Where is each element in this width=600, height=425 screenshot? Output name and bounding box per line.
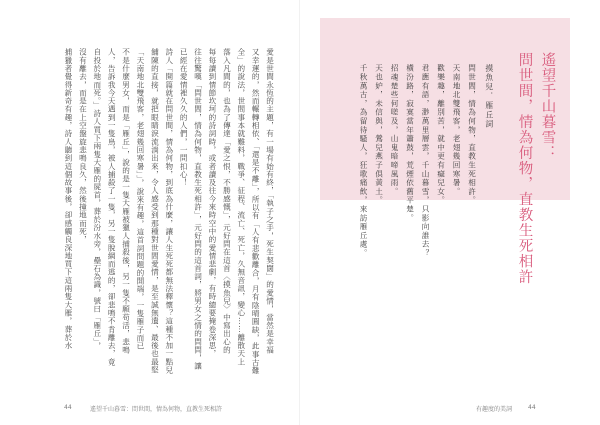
body-text-column: 舖陳的直接，就把眼睛淚流淌出來，令人感受到那種對世間愛情，是至誠無遺、最後也最堅	[150, 48, 160, 374]
body-text-column: 愛是世間永恆的主題，有一場有始有終，「執子之手，死生契闊」的愛情，當然是幸福	[265, 48, 275, 354]
body-text-column: 自投於地而死。」詩人買下兩隻大雁的屍首，葬於汾水旁，壘石為識，號曰「雁丘」，	[92, 48, 102, 351]
footer-right-page-number: 44	[528, 404, 536, 411]
footer-left-title: 遙望千山暮雪：問世間，情為何物，直教生死相許	[90, 406, 223, 413]
body-text-column: 已經在愛情裡久久的人們，一問扣心！	[179, 48, 189, 187]
poem-heading: 摸魚兒．雁丘詞	[484, 64, 494, 130]
poem-line: 天也妒，未信與，鶯兒燕子俱黃土。	[374, 64, 384, 205]
body-text-column: 詩人「開篇就在問世間，情為何物，到底為什麼，讓人生死死都無法釋懷？這種不加一點兒	[164, 48, 174, 374]
body-text-column: 又幸運的，然而輾轉相依、「還是不離」，所以有「人有悲歡離合，月有陰晴圓缺，此事古難	[251, 48, 261, 375]
poem-line: 歡樂趣，離別苦，就中更有癡兒女。	[436, 64, 446, 205]
chapter-title-line2: 問世間，情為何物，直教生死相許	[516, 52, 533, 285]
body-text-column: 全」的說法，世間事本就難料，戰爭、征程、流亡、死亡，久無音訊，變心……離散天上	[236, 48, 246, 366]
body-text-column: 沒有離去，而是在上空盤旋悲鳴良久，然後撞地而死，	[78, 48, 88, 244]
footer-left-page-number: 44	[64, 404, 72, 411]
page-gutter	[299, 0, 300, 425]
poem-line: 天南地北雙飛客，老翅幾回寒暑。	[452, 64, 462, 196]
poem-line: 君應有語，渺萬里層雲，千山暮雪，只影向誰去？	[421, 64, 431, 258]
poem-line: 問世間，情為何物，直教生死相許。	[467, 64, 477, 205]
body-text-column: 每每讀到情節坎坷的詩詞時，或者讀及往今來時空中的愛情悲劇，有時總要掩卷深思，	[207, 48, 217, 358]
footer-right-title: 有趣度的美詞	[476, 406, 513, 413]
body-text-column: 「天南地北雙飛客，老翅幾回寒暑」」，說來有趣，這首詞問題的開端，一隻雁子而已	[135, 48, 145, 351]
body-text-column: 不是什麼男女，而是「雁丘」，說的是一隻大雁被獵人捕殺後，另一隻不願苟活，悲鳴	[121, 48, 131, 354]
body-text-column: 捕獵者覺得新奇有趣，詩人聽到這個故事後，卻感觸良深地買下這兩隻大雁，葬於水	[63, 48, 73, 350]
body-text-column: 人，告訴我今天遇到一隻鳥，被人捕殺了一隻，另一隻脫網而逃的，卻悲鳴不肯離去，竟	[107, 48, 117, 366]
poem-line: 千秋萬古，為留待騷人，狂歌痛飲，來訪雁丘處。	[359, 64, 369, 258]
chapter-title-line1: 遙望千山暮雪：	[539, 52, 556, 161]
body-text-column: 落入凡間的，也為了傳達「愛之恨，不勝感慨」，元好問在這首〈摸魚兒〉中寫出心的	[222, 48, 232, 354]
body-text-column: 往往驚嘆「問世間，情為何物，直教生死相許」，元好問的這首詞，將男女之情的問問，讓	[193, 48, 203, 371]
poem-line: 招魂楚些何嗟及，山鬼暗啼風雨。	[390, 64, 400, 196]
poem-line: 橫汾路，寂寞當年簫鼓，荒煙依舊平楚。	[405, 64, 415, 223]
